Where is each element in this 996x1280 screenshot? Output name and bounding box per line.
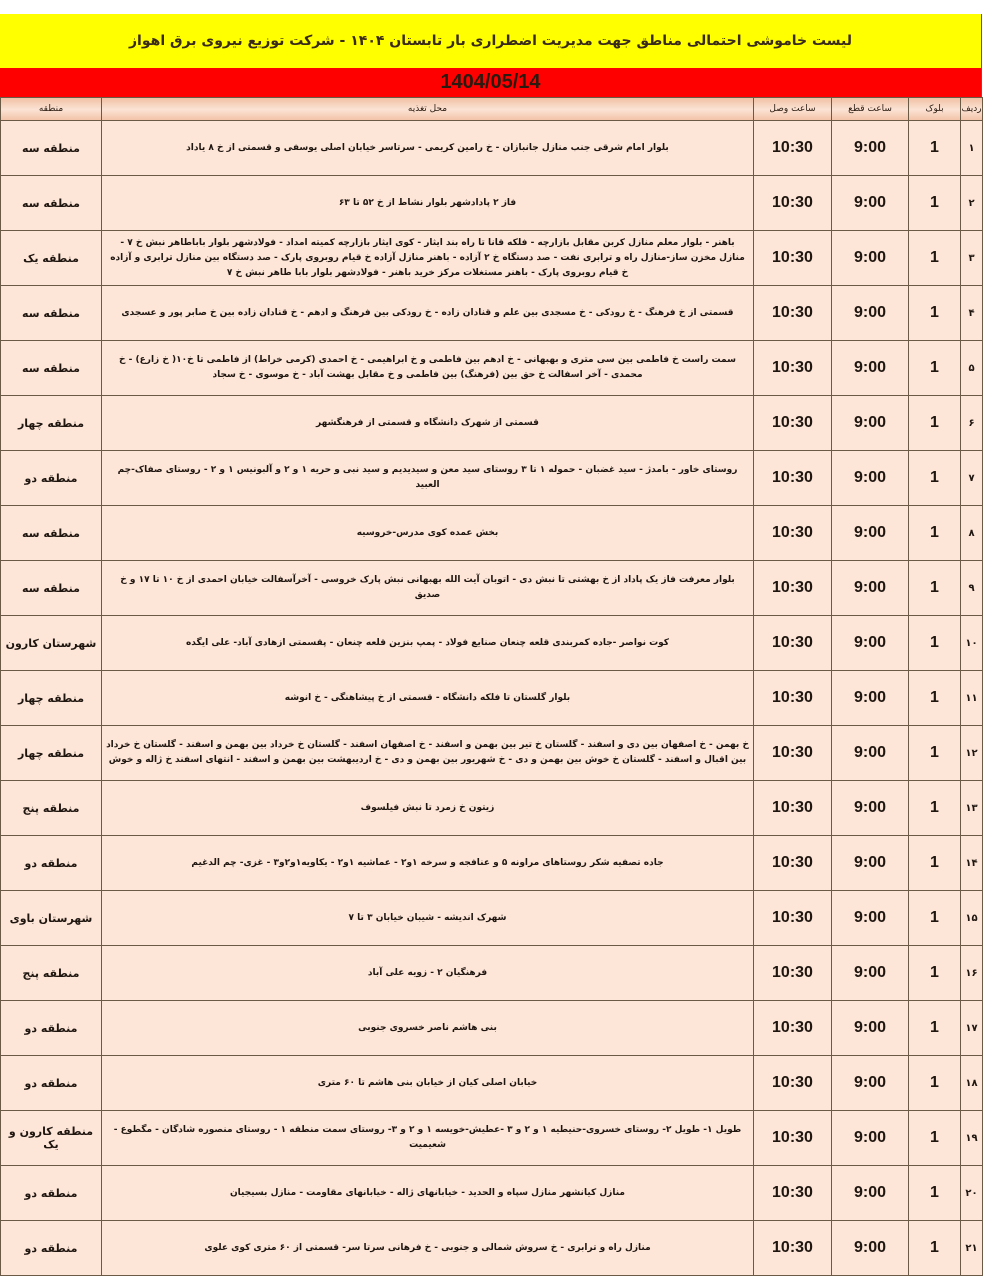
table-row bbox=[1, 946, 983, 1001]
feed-location-cell: خ بهمن - خ اصفهان بین دی و اسفند - گلستان خ تیر بین بهمن و اسفند - خ اصفهان اسفند - گلستان خ خرداد بین بهمن و اسفند - گلستان خ خرداد بین اقبال و اسفند - گلستان خ خوش بین بهمن و دی - خ شهریور بین بهمن و دی - خ اردیبهشت بین بهمن و اسفند - انتهای اسفند خ ژاله و خوش bbox=[102, 726, 754, 781]
cut-time-cell: 9:00 bbox=[832, 671, 909, 726]
table-row bbox=[1, 121, 983, 176]
reconnect-time-cell: 10:30 bbox=[754, 891, 832, 946]
reconnect-time-cell: 10:30 bbox=[754, 1056, 832, 1111]
region-cell: منطقه دو bbox=[1, 1166, 102, 1221]
block-cell: 1 bbox=[909, 506, 961, 561]
table-row bbox=[1, 506, 983, 561]
reconnect-time-cell: 10:30 bbox=[754, 616, 832, 671]
region-cell: منطقه پنج bbox=[1, 946, 102, 1001]
row-number-cell: ۵ bbox=[961, 341, 983, 396]
cut-time-cell: 9:00 bbox=[832, 561, 909, 616]
feed-location-cell: بخش عمده کوی مدرس-خروسیه bbox=[102, 506, 754, 561]
feed-location-cell: باهنر - بلوار معلم منازل کربن مقابل بازارچه - فلکه قانا تا راه بند ایثار - کوی ایثار بازارچه کمیته امداد - فولادشهر بلوار باباطاهر نبش خ ۷ - منازل مخزن ساز-منازل راه و ترابری نفت - صد دستگاه خ ۲ آزاده - باهنر منازل آزاده خ قیام روبروی پارک - صد دستگاه بین منازل ترابری و آزاده خ قیام روبروی پارک - باهنر مستغلات مرکز خرید باهنر - فولادشهر بلوار بابا طاهر نبش خ ۷ bbox=[102, 231, 754, 286]
feed-location-cell: سمت راست خ فاطمی بین سی متری و بهبهانی - خ ادهم بین فاطمی و خ ابراهیمی - خ احمدی (کرمی خراط) از فاطمی تا خ۱۰( خ زارع) - خ محمدی - آخر اسفالت خ حق بین (فرهنگ) بین فاطمی و خ مقابل بهشت آباد - خ موسوی - خ سجاد bbox=[102, 341, 754, 396]
row-number-cell: ۱ bbox=[961, 121, 983, 176]
table-row bbox=[1, 1111, 983, 1166]
feed-location-cell: جاده تصفیه شکر روستاهای مراونه ۵ و عنافجه و سرخه ۱و۲ - عماشیه ۱و۲ - یکاویه۱و۲و۳ - غزی- چم الدغیم bbox=[102, 836, 754, 891]
row-number-cell: ۱۰ bbox=[961, 616, 983, 671]
table-row bbox=[1, 396, 983, 451]
reconnect-time-cell: 10:30 bbox=[754, 1166, 832, 1221]
block-cell: 1 bbox=[909, 1111, 961, 1166]
block-cell: 1 bbox=[909, 891, 961, 946]
block-cell: 1 bbox=[909, 341, 961, 396]
table-row bbox=[1, 1166, 983, 1221]
row-number-cell: ۱۳ bbox=[961, 781, 983, 836]
reconnect-time-cell: 10:30 bbox=[754, 286, 832, 341]
table-row bbox=[1, 231, 983, 286]
reconnect-time-cell: 10:30 bbox=[754, 1221, 832, 1276]
reconnect-time-cell: 10:30 bbox=[754, 121, 832, 176]
feed-location-cell: روستای خاور - بامدژ - سید غضبان - حموله ۱ تا ۳ روستای سید معن و سیدیدیم و سید نبی و حریه ۱ و ۲ و آلبونیس ۱ و ۲ - روستای صفاک-چم العبید bbox=[102, 451, 754, 506]
feed-location-cell: بنی هاشم ناصر خسروی جنوبی bbox=[102, 1001, 754, 1056]
table-row bbox=[1, 781, 983, 836]
row-number-cell: ۹ bbox=[961, 561, 983, 616]
col-header-region: منطقه bbox=[1, 98, 102, 121]
region-cell: منطقه سه bbox=[1, 286, 102, 341]
block-cell: 1 bbox=[909, 176, 961, 231]
row-number-cell: ۴ bbox=[961, 286, 983, 341]
region-cell: منطقه سه bbox=[1, 341, 102, 396]
row-number-cell: ۱۴ bbox=[961, 836, 983, 891]
row-number-cell: ۲۰ bbox=[961, 1166, 983, 1221]
col-header-reconnect-time: ساعت وصل bbox=[754, 98, 832, 121]
block-cell: 1 bbox=[909, 451, 961, 506]
feed-location-cell: زیتون خ زمرد تا نبش فیلسوف bbox=[102, 781, 754, 836]
feed-location-cell: فاز ۲ پادادشهر بلوار نشاط از خ ۵۲ تا ۶۳ bbox=[102, 176, 754, 231]
table-row bbox=[1, 1221, 983, 1276]
feed-location-cell: بلوار گلستان تا فلکه دانشگاه - قسمتی از خ پیشاهنگی - خ انوشه bbox=[102, 671, 754, 726]
feed-location-cell: منازل کیانشهر منازل سپاه و الحدید - خیابانهای ژاله - خیابانهای مقاومت - منازل بسیجیان bbox=[102, 1166, 754, 1221]
cut-time-cell: 9:00 bbox=[832, 1221, 909, 1276]
region-cell: منطقه چهار bbox=[1, 671, 102, 726]
block-cell: 1 bbox=[909, 1001, 961, 1056]
region-cell: منطقه سه bbox=[1, 506, 102, 561]
block-cell: 1 bbox=[909, 231, 961, 286]
cut-time-cell: 9:00 bbox=[832, 1111, 909, 1166]
cut-time-cell: 9:00 bbox=[832, 1166, 909, 1221]
cut-time-cell: 9:00 bbox=[832, 286, 909, 341]
row-number-cell: ۱۷ bbox=[961, 1001, 983, 1056]
reconnect-time-cell: 10:30 bbox=[754, 946, 832, 1001]
cut-time-cell: 9:00 bbox=[832, 1001, 909, 1056]
feed-location-cell: بلوار معرفت فاز یک پاداد از خ بهشتی تا نبش دی - اتوبان آیت الله بهبهانی نبش پارک خروسی - آخرآسفالت خیابان احمدی از خ ۱۰ تا ۱۷ و خ صدیق bbox=[102, 561, 754, 616]
region-cell: منطقه چهار bbox=[1, 726, 102, 781]
feed-location-cell: کوت نواصر -جاده کمربندی قلعه چنعان صنایع فولاد - پمپ بنزین قلعه چنعان - پقسمتی ازهادی آباد- علی ایگده bbox=[102, 616, 754, 671]
reconnect-time-cell: 10:30 bbox=[754, 451, 832, 506]
region-cell: شهرستان کارون bbox=[1, 616, 102, 671]
table-row bbox=[1, 616, 983, 671]
block-cell: 1 bbox=[909, 726, 961, 781]
block-cell: 1 bbox=[909, 561, 961, 616]
cut-time-cell: 9:00 bbox=[832, 121, 909, 176]
block-cell: 1 bbox=[909, 396, 961, 451]
block-cell: 1 bbox=[909, 1056, 961, 1111]
cut-time-cell: 9:00 bbox=[832, 891, 909, 946]
cut-time-cell: 9:00 bbox=[832, 946, 909, 1001]
region-cell: منطقه دو bbox=[1, 451, 102, 506]
region-cell: منطقه سه bbox=[1, 121, 102, 176]
reconnect-time-cell: 10:30 bbox=[754, 561, 832, 616]
outage-schedule-sheet bbox=[0, 14, 982, 1276]
table-row bbox=[1, 286, 983, 341]
row-number-cell: ۱۹ bbox=[961, 1111, 983, 1166]
region-cell: منطقه دو bbox=[1, 1221, 102, 1276]
region-cell: منطقه سه bbox=[1, 176, 102, 231]
region-cell: منطقه کارون و یک bbox=[1, 1111, 102, 1166]
reconnect-time-cell: 10:30 bbox=[754, 341, 832, 396]
reconnect-time-cell: 10:30 bbox=[754, 1001, 832, 1056]
row-number-cell: ۱۸ bbox=[961, 1056, 983, 1111]
reconnect-time-cell: 10:30 bbox=[754, 396, 832, 451]
row-number-cell: ۲۱ bbox=[961, 1221, 983, 1276]
region-cell: منطقه دو bbox=[1, 1056, 102, 1111]
cut-time-cell: 9:00 bbox=[832, 616, 909, 671]
cut-time-cell: 9:00 bbox=[832, 176, 909, 231]
feed-location-cell: منازل راه و ترابری - خ سروش شمالی و جنوبی - خ فرهانی سرتا سر- قسمتی از ۶۰ متری کوی علوی bbox=[102, 1221, 754, 1276]
feed-location-cell: قسمتی از شهرک دانشگاه و قسمتی از فرهنگشهر bbox=[102, 396, 754, 451]
reconnect-time-cell: 10:30 bbox=[754, 1111, 832, 1166]
region-cell: شهرستان باوی bbox=[1, 891, 102, 946]
outage-table bbox=[0, 97, 983, 1276]
table-row bbox=[1, 891, 983, 946]
feed-location-cell: بلوار امام شرقی جنب منازل جانبازان - خ رامین کریمی - سرتاسر خیابان اصلی یوسفی و قسمتی از خ ۸ یاداد bbox=[102, 121, 754, 176]
reconnect-time-cell: 10:30 bbox=[754, 506, 832, 561]
feed-location-cell: شهرک اندیشه - شیبان خیابان ۳ تا ۷ bbox=[102, 891, 754, 946]
cut-time-cell: 9:00 bbox=[832, 781, 909, 836]
table-row bbox=[1, 561, 983, 616]
region-cell: منطقه یک bbox=[1, 231, 102, 286]
table-header-row bbox=[1, 98, 983, 121]
cut-time-cell: 9:00 bbox=[832, 836, 909, 891]
col-header-block: بلوک bbox=[909, 98, 961, 121]
cut-time-cell: 9:00 bbox=[832, 1056, 909, 1111]
cut-time-cell: 9:00 bbox=[832, 396, 909, 451]
cut-time-cell: 9:00 bbox=[832, 341, 909, 396]
feed-location-cell: فرهنگیان ۲ - زویه علی آباد bbox=[102, 946, 754, 1001]
cut-time-cell: 9:00 bbox=[832, 231, 909, 286]
row-number-cell: ۱۵ bbox=[961, 891, 983, 946]
reconnect-time-cell: 10:30 bbox=[754, 836, 832, 891]
row-number-cell: ۳ bbox=[961, 231, 983, 286]
table-row bbox=[1, 836, 983, 891]
feed-location-cell: طویل ۱- طویل ۲- روستای خسروی-حنیطیه ۱ و ۲ و ۳ -عطیش-خویسه ۱ و ۲ و ۳- روستای سمت منطقه ۱ - روستای منصوره شادگان - مگطوع - شعیمیت bbox=[102, 1111, 754, 1166]
reconnect-time-cell: 10:30 bbox=[754, 176, 832, 231]
table-row bbox=[1, 1056, 983, 1111]
row-number-cell: ۲ bbox=[961, 176, 983, 231]
reconnect-time-cell: 10:30 bbox=[754, 231, 832, 286]
col-header-feed-location: محل تغذیه bbox=[102, 98, 754, 121]
block-cell: 1 bbox=[909, 671, 961, 726]
block-cell: 1 bbox=[909, 616, 961, 671]
table-row bbox=[1, 451, 983, 506]
table-row bbox=[1, 1001, 983, 1056]
row-number-cell: ۱۱ bbox=[961, 671, 983, 726]
row-number-cell: ۸ bbox=[961, 506, 983, 561]
document-title: لیست خاموشی احتمالی مناطق جهت مدیریت اضطراری بار تابستان ۱۴۰۴ - شرکت توزیع نیروی برق اهواز bbox=[0, 14, 982, 68]
region-cell: منطقه دو bbox=[1, 1001, 102, 1056]
block-cell: 1 bbox=[909, 836, 961, 891]
block-cell: 1 bbox=[909, 781, 961, 836]
block-cell: 1 bbox=[909, 286, 961, 341]
feed-location-cell: خیابان اصلی کیان از خیابان بنی هاشم تا ۶۰ متری bbox=[102, 1056, 754, 1111]
block-cell: 1 bbox=[909, 1221, 961, 1276]
feed-location-cell: قسمتی از خ فرهنگ - خ رودکی - خ مسجدی بین علم و قنادان زاده - خ رودکی بین فرهنگ و ادهم - خ قنادان زاده بین خ صابر پور و عسجدی bbox=[102, 286, 754, 341]
schedule-date: 1404/05/14 bbox=[0, 68, 982, 97]
row-number-cell: ۱۶ bbox=[961, 946, 983, 1001]
row-number-cell: ۷ bbox=[961, 451, 983, 506]
row-number-cell: ۱۲ bbox=[961, 726, 983, 781]
block-cell: 1 bbox=[909, 1166, 961, 1221]
col-header-row-num: ردیف bbox=[961, 98, 983, 121]
block-cell: 1 bbox=[909, 946, 961, 1001]
table-row bbox=[1, 176, 983, 231]
region-cell: منطقه سه bbox=[1, 561, 102, 616]
row-number-cell: ۶ bbox=[961, 396, 983, 451]
block-cell: 1 bbox=[909, 121, 961, 176]
reconnect-time-cell: 10:30 bbox=[754, 671, 832, 726]
table-row bbox=[1, 341, 983, 396]
table-row bbox=[1, 671, 983, 726]
table-row bbox=[1, 726, 983, 781]
region-cell: منطقه چهار bbox=[1, 396, 102, 451]
col-header-cut-time: ساعت قطع bbox=[832, 98, 909, 121]
cut-time-cell: 9:00 bbox=[832, 726, 909, 781]
region-cell: منطقه دو bbox=[1, 836, 102, 891]
reconnect-time-cell: 10:30 bbox=[754, 726, 832, 781]
cut-time-cell: 9:00 bbox=[832, 451, 909, 506]
reconnect-time-cell: 10:30 bbox=[754, 781, 832, 836]
cut-time-cell: 9:00 bbox=[832, 506, 909, 561]
region-cell: منطقه پنج bbox=[1, 781, 102, 836]
